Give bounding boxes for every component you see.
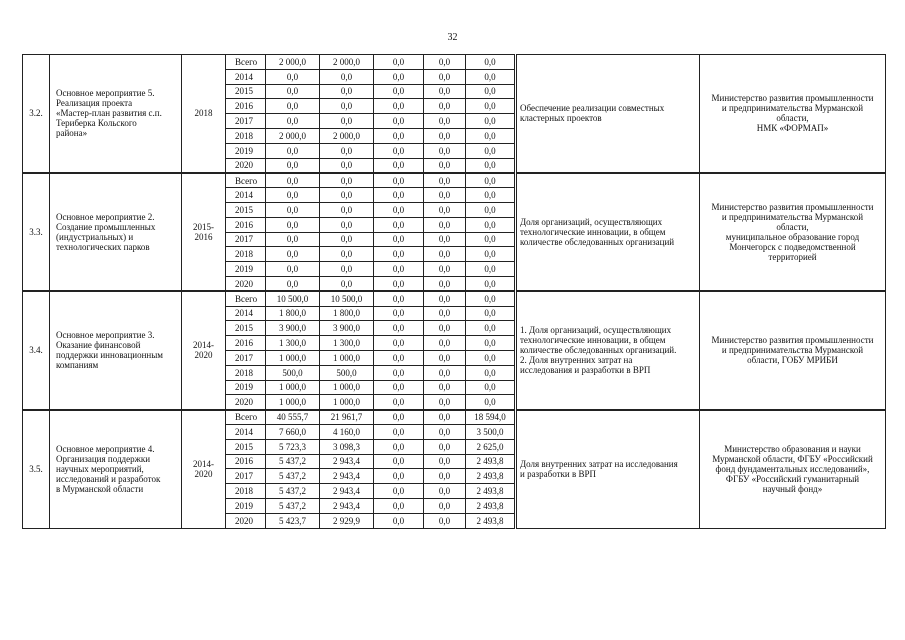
activity-number: 3.4. xyxy=(23,291,50,409)
value-cell: 1 000,0 xyxy=(266,380,320,395)
value-cell: 0,0 xyxy=(374,439,424,454)
activity-name: Основное мероприятие 4. Организация поддержки научных мероприятий, исследований и разработок в Мурманской области xyxy=(50,410,182,528)
value-cell: 0,0 xyxy=(266,173,320,188)
value-cell: 0,0 xyxy=(374,380,424,395)
value-cell: 0,0 xyxy=(424,55,466,70)
indicator-text: Доля организаций, осуществляющих технологические инновации, в общем количестве обследованных организаций xyxy=(516,173,700,291)
year-cell: 2014 xyxy=(226,306,266,321)
value-cell: 0,0 xyxy=(466,217,516,232)
year-cell: 2015 xyxy=(226,84,266,99)
value-cell: 0,0 xyxy=(374,84,424,99)
value-cell: 1 300,0 xyxy=(266,336,320,351)
year-cell: 2019 xyxy=(226,498,266,513)
year-cell: 2019 xyxy=(226,143,266,158)
year-cell: 2020 xyxy=(226,276,266,291)
value-cell: 2 493,8 xyxy=(466,469,516,484)
indicator-text: 1. Доля организаций, осуществляющих технологические инновации, в общем количестве обследованных организаций. 2. Доля внутренних затрат на исследования и разработки в ВРП xyxy=(516,291,700,409)
value-cell: 0,0 xyxy=(374,336,424,351)
table-row xyxy=(23,291,886,306)
value-cell: 0,0 xyxy=(320,114,374,129)
value-cell: 0,0 xyxy=(266,99,320,114)
year-cell: 2017 xyxy=(226,232,266,247)
budget-table xyxy=(22,54,886,529)
value-cell: 0,0 xyxy=(374,262,424,277)
value-cell: 1 000,0 xyxy=(266,350,320,365)
value-cell: 0,0 xyxy=(466,276,516,291)
value-cell: 0,0 xyxy=(374,291,424,306)
value-cell: 0,0 xyxy=(374,321,424,336)
value-cell: 0,0 xyxy=(424,262,466,277)
activity-period: 2018 xyxy=(182,55,226,173)
value-cell: 0,0 xyxy=(466,380,516,395)
value-cell: 0,0 xyxy=(374,143,424,158)
value-cell: 1 000,0 xyxy=(320,380,374,395)
value-cell: 0,0 xyxy=(320,69,374,84)
value-cell: 0,0 xyxy=(424,143,466,158)
value-cell: 0,0 xyxy=(374,114,424,129)
value-cell: 0,0 xyxy=(424,202,466,217)
value-cell: 3 900,0 xyxy=(266,321,320,336)
value-cell: 0,0 xyxy=(424,306,466,321)
year-cell: 2019 xyxy=(226,380,266,395)
value-cell: 0,0 xyxy=(320,143,374,158)
year-cell: 2014 xyxy=(226,424,266,439)
year-cell: 2018 xyxy=(226,365,266,380)
value-cell: 0,0 xyxy=(466,365,516,380)
value-cell: 0,0 xyxy=(424,247,466,262)
value-cell: 2 493,8 xyxy=(466,454,516,469)
value-cell: 0,0 xyxy=(320,232,374,247)
value-cell: 7 660,0 xyxy=(266,424,320,439)
value-cell: 0,0 xyxy=(424,321,466,336)
value-cell: 0,0 xyxy=(374,188,424,203)
value-cell: 0,0 xyxy=(466,128,516,143)
value-cell: 2 943,4 xyxy=(320,498,374,513)
value-cell: 0,0 xyxy=(424,232,466,247)
value-cell: 0,0 xyxy=(374,350,424,365)
year-cell: 2018 xyxy=(226,484,266,499)
value-cell: 0,0 xyxy=(424,128,466,143)
value-cell: 0,0 xyxy=(266,84,320,99)
value-cell: 0,0 xyxy=(266,217,320,232)
table-body xyxy=(23,55,886,529)
page-number: 32 xyxy=(447,32,458,43)
value-cell: 2 493,8 xyxy=(466,498,516,513)
value-cell: 0,0 xyxy=(320,247,374,262)
value-cell: 2 493,8 xyxy=(466,484,516,499)
value-cell: 2 943,4 xyxy=(320,469,374,484)
value-cell: 0,0 xyxy=(424,276,466,291)
value-cell: 0,0 xyxy=(374,484,424,499)
value-cell: 2 000,0 xyxy=(320,55,374,70)
value-cell: 500,0 xyxy=(320,365,374,380)
value-cell: 0,0 xyxy=(466,395,516,410)
value-cell: 2 000,0 xyxy=(320,128,374,143)
value-cell: 0,0 xyxy=(266,114,320,129)
value-cell: 5 723,3 xyxy=(266,439,320,454)
value-cell: 0,0 xyxy=(266,158,320,173)
value-cell: 5 437,2 xyxy=(266,498,320,513)
year-cell: Всего xyxy=(226,55,266,70)
activity-number: 3.5. xyxy=(23,410,50,528)
value-cell: 0,0 xyxy=(424,217,466,232)
value-cell: 3 500,0 xyxy=(466,424,516,439)
value-cell: 0,0 xyxy=(466,336,516,351)
value-cell: 0,0 xyxy=(320,276,374,291)
value-cell: 0,0 xyxy=(320,99,374,114)
value-cell: 0,0 xyxy=(466,350,516,365)
value-cell: 0,0 xyxy=(320,84,374,99)
executor-text: Министерство развития промышленности и предпринимательства Мурманской области, ГОБУ МРИБИ xyxy=(700,291,886,409)
value-cell: 0,0 xyxy=(374,365,424,380)
value-cell: 0,0 xyxy=(424,173,466,188)
activity-name: Основное мероприятие 3. Оказание финансовой поддержки инновационным компаниям xyxy=(50,291,182,409)
value-cell: 5 437,2 xyxy=(266,469,320,484)
value-cell: 500,0 xyxy=(266,365,320,380)
value-cell: 1 800,0 xyxy=(266,306,320,321)
year-cell: 2017 xyxy=(226,350,266,365)
value-cell: 0,0 xyxy=(320,202,374,217)
value-cell: 0,0 xyxy=(424,513,466,528)
value-cell: 0,0 xyxy=(374,424,424,439)
value-cell: 2 943,4 xyxy=(320,484,374,499)
value-cell: 40 555,7 xyxy=(266,410,320,425)
executor-text: Министерство образования и науки Мурманской области, ФГБУ «Российский фонд фундаментальных исследований», ФГБУ «Российский гуманитарный научный фонд» xyxy=(700,410,886,528)
year-cell: 2014 xyxy=(226,188,266,203)
value-cell: 0,0 xyxy=(266,143,320,158)
indicator-text: Доля внутренних затрат на исследования и разработки в ВРП xyxy=(516,410,700,528)
year-cell: 2019 xyxy=(226,262,266,277)
value-cell: 2 625,0 xyxy=(466,439,516,454)
value-cell: 10 500,0 xyxy=(320,291,374,306)
year-cell: 2016 xyxy=(226,454,266,469)
value-cell: 0,0 xyxy=(266,247,320,262)
value-cell: 0,0 xyxy=(424,365,466,380)
value-cell: 1 800,0 xyxy=(320,306,374,321)
value-cell: 0,0 xyxy=(466,158,516,173)
activity-period: 2015- 2016 xyxy=(182,173,226,291)
year-cell: 2016 xyxy=(226,99,266,114)
value-cell: 0,0 xyxy=(466,306,516,321)
value-cell: 0,0 xyxy=(466,114,516,129)
value-cell: 0,0 xyxy=(374,454,424,469)
indicator-text: Обеспечение реализации совместных кластерных проектов xyxy=(516,55,700,173)
value-cell: 0,0 xyxy=(374,410,424,425)
value-cell: 0,0 xyxy=(424,69,466,84)
year-cell: Всего xyxy=(226,173,266,188)
value-cell: 0,0 xyxy=(266,262,320,277)
value-cell: 0,0 xyxy=(424,114,466,129)
value-cell: 0,0 xyxy=(374,217,424,232)
value-cell: 2 493,8 xyxy=(466,513,516,528)
value-cell: 0,0 xyxy=(424,380,466,395)
value-cell: 0,0 xyxy=(374,69,424,84)
value-cell: 1 300,0 xyxy=(320,336,374,351)
value-cell: 2 000,0 xyxy=(266,55,320,70)
table-row xyxy=(23,55,886,70)
value-cell: 0,0 xyxy=(374,498,424,513)
value-cell: 21 961,7 xyxy=(320,410,374,425)
table-row xyxy=(23,173,886,188)
value-cell: 0,0 xyxy=(424,291,466,306)
year-cell: 2020 xyxy=(226,395,266,410)
year-cell: 2015 xyxy=(226,321,266,336)
value-cell: 0,0 xyxy=(466,188,516,203)
year-cell: Всего xyxy=(226,291,266,306)
value-cell: 1 000,0 xyxy=(266,395,320,410)
value-cell: 0,0 xyxy=(374,232,424,247)
value-cell: 0,0 xyxy=(424,188,466,203)
value-cell: 3 098,3 xyxy=(320,439,374,454)
value-cell: 0,0 xyxy=(374,276,424,291)
value-cell: 0,0 xyxy=(374,247,424,262)
value-cell: 0,0 xyxy=(266,188,320,203)
value-cell: 3 900,0 xyxy=(320,321,374,336)
value-cell: 0,0 xyxy=(374,469,424,484)
activity-period: 2014- 2020 xyxy=(182,410,226,528)
value-cell: 0,0 xyxy=(374,202,424,217)
year-cell: 2017 xyxy=(226,114,266,129)
value-cell: 0,0 xyxy=(424,498,466,513)
value-cell: 1 000,0 xyxy=(320,350,374,365)
table-row xyxy=(23,410,886,425)
value-cell: 0,0 xyxy=(424,395,466,410)
value-cell: 0,0 xyxy=(466,55,516,70)
value-cell: 0,0 xyxy=(466,143,516,158)
value-cell: 0,0 xyxy=(466,84,516,99)
year-cell: 2017 xyxy=(226,469,266,484)
year-cell: Всего xyxy=(226,410,266,425)
value-cell: 0,0 xyxy=(266,276,320,291)
activity-name: Основное мероприятие 2. Создание промышленных (индустриальных) и технологических парков xyxy=(50,173,182,291)
value-cell: 0,0 xyxy=(374,395,424,410)
value-cell: 0,0 xyxy=(320,262,374,277)
value-cell: 0,0 xyxy=(424,484,466,499)
value-cell: 0,0 xyxy=(374,173,424,188)
value-cell: 0,0 xyxy=(374,158,424,173)
year-cell: 2016 xyxy=(226,217,266,232)
year-cell: 2020 xyxy=(226,158,266,173)
value-cell: 0,0 xyxy=(424,469,466,484)
value-cell: 2 929,9 xyxy=(320,513,374,528)
value-cell: 1 000,0 xyxy=(320,395,374,410)
executor-text: Министерство развития промышленности и предпринимательства Мурманской области, НМК «ФОРМАП» xyxy=(700,55,886,173)
value-cell: 2 943,4 xyxy=(320,454,374,469)
value-cell: 0,0 xyxy=(424,99,466,114)
value-cell: 0,0 xyxy=(466,321,516,336)
activity-name: Основное мероприятие 5. Реализация проекта «Мастер-план развития с.п. Териберка Кольского района» xyxy=(50,55,182,173)
value-cell: 5 423,7 xyxy=(266,513,320,528)
value-cell: 0,0 xyxy=(424,336,466,351)
year-cell: 2018 xyxy=(226,247,266,262)
year-cell: 2015 xyxy=(226,439,266,454)
year-cell: 2020 xyxy=(226,513,266,528)
value-cell: 0,0 xyxy=(266,69,320,84)
year-cell: 2014 xyxy=(226,69,266,84)
value-cell: 0,0 xyxy=(466,232,516,247)
value-cell: 5 437,2 xyxy=(266,454,320,469)
activity-number: 3.2. xyxy=(23,55,50,173)
value-cell: 2 000,0 xyxy=(266,128,320,143)
value-cell: 0,0 xyxy=(424,350,466,365)
value-cell: 0,0 xyxy=(266,232,320,247)
activity-period: 2014- 2020 xyxy=(182,291,226,409)
value-cell: 0,0 xyxy=(374,55,424,70)
value-cell: 0,0 xyxy=(466,173,516,188)
value-cell: 4 160,0 xyxy=(320,424,374,439)
value-cell: 0,0 xyxy=(320,173,374,188)
value-cell: 0,0 xyxy=(374,99,424,114)
value-cell: 0,0 xyxy=(466,291,516,306)
value-cell: 18 594,0 xyxy=(466,410,516,425)
year-cell: 2018 xyxy=(226,128,266,143)
value-cell: 10 500,0 xyxy=(266,291,320,306)
value-cell: 0,0 xyxy=(266,202,320,217)
value-cell: 0,0 xyxy=(466,99,516,114)
year-cell: 2016 xyxy=(226,336,266,351)
executor-text: Министерство развития промышленности и предпринимательства Мурманской области, муниципальное образование город Мончегорск с подведомственной территорией xyxy=(700,173,886,291)
value-cell: 0,0 xyxy=(424,454,466,469)
value-cell: 0,0 xyxy=(466,262,516,277)
value-cell: 0,0 xyxy=(424,158,466,173)
value-cell: 0,0 xyxy=(320,158,374,173)
activity-number: 3.3. xyxy=(23,173,50,291)
value-cell: 0,0 xyxy=(320,217,374,232)
value-cell: 0,0 xyxy=(424,410,466,425)
value-cell: 0,0 xyxy=(424,424,466,439)
value-cell: 0,0 xyxy=(374,513,424,528)
value-cell: 0,0 xyxy=(374,306,424,321)
value-cell: 0,0 xyxy=(320,188,374,203)
value-cell: 0,0 xyxy=(466,69,516,84)
value-cell: 5 437,2 xyxy=(266,484,320,499)
year-cell: 2015 xyxy=(226,202,266,217)
value-cell: 0,0 xyxy=(374,128,424,143)
value-cell: 0,0 xyxy=(424,84,466,99)
value-cell: 0,0 xyxy=(466,202,516,217)
value-cell: 0,0 xyxy=(466,247,516,262)
value-cell: 0,0 xyxy=(424,439,466,454)
